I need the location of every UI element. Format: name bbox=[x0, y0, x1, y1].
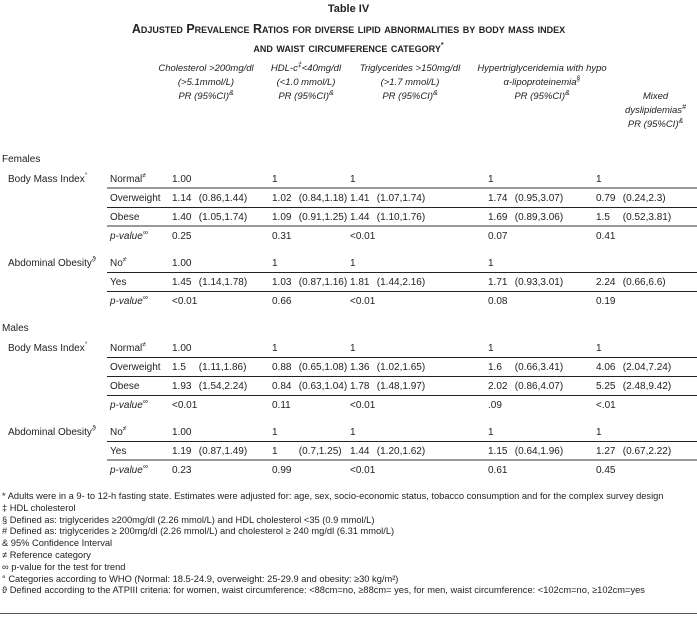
footnote-text: Reference category bbox=[9, 549, 91, 560]
table-cell bbox=[350, 339, 374, 358]
table-cell bbox=[596, 273, 666, 292]
prevalence-ratio: 1.74 bbox=[488, 193, 508, 204]
header-line bbox=[150, 90, 262, 104]
row-label-text: p-value bbox=[110, 231, 143, 242]
confidence-interval: (0.87,1.49) bbox=[198, 446, 248, 457]
table-cell bbox=[172, 396, 197, 415]
prevalence-ratio: 0.88 bbox=[272, 362, 292, 373]
row-label bbox=[110, 377, 139, 396]
prevalence-ratio: 0.08 bbox=[488, 296, 508, 307]
section-label: Females bbox=[2, 154, 41, 165]
prevalence-ratio: 1.36 bbox=[350, 362, 370, 373]
prevalence-ratio: 1.00 bbox=[172, 427, 192, 438]
row-label bbox=[110, 227, 148, 246]
prevalence-ratio: 1 bbox=[272, 258, 278, 269]
prevalence-ratio: <.01 bbox=[596, 400, 616, 411]
table-subtitle-text: and waist circumference category bbox=[253, 41, 441, 55]
table-cell bbox=[172, 339, 196, 358]
prevalence-ratio: <0.01 bbox=[350, 231, 376, 242]
table-row bbox=[0, 377, 697, 396]
table-row bbox=[0, 208, 697, 227]
footnote bbox=[2, 550, 697, 562]
header-line bbox=[472, 76, 612, 90]
table-cell bbox=[596, 377, 671, 396]
confidence-interval: (0.84,1.18) bbox=[298, 193, 348, 204]
footnote-text: Defined as: triglycerides ≥ 200mg/dl (2.26 mmol/L) and cholesterol ≥ 240 mg/dl (6.31 mmol/L) bbox=[9, 526, 395, 537]
prevalence-ratio: 0.61 bbox=[488, 465, 508, 476]
table-row bbox=[0, 254, 697, 273]
footnote-mark: ∞ bbox=[142, 294, 148, 302]
header-text: PR (95%CI) bbox=[627, 119, 679, 130]
footnote-mark: ϑ bbox=[2, 585, 8, 596]
table-row bbox=[0, 189, 697, 208]
prevalence-ratio: 0.41 bbox=[596, 231, 616, 242]
row-label-text: Overweight bbox=[110, 362, 161, 373]
header-text: Triglycerides >150mg/dl bbox=[359, 63, 461, 74]
header-text: PR (95%CI) bbox=[514, 91, 565, 102]
table-cell bbox=[350, 358, 425, 377]
confidence-interval: (0.86,4.07) bbox=[514, 381, 564, 392]
footnote-mark: ° bbox=[84, 172, 88, 180]
table-cell bbox=[488, 358, 563, 377]
header-line bbox=[350, 76, 470, 90]
prevalence-ratio: 1.69 bbox=[488, 212, 508, 223]
header-text: (>5.1mmol/L) bbox=[177, 77, 235, 88]
header-text: PR (95%CI) bbox=[178, 91, 229, 102]
footnote-mark: ‡ bbox=[297, 61, 302, 69]
prevalence-ratio: 1.19 bbox=[172, 446, 192, 457]
table-cell bbox=[596, 461, 620, 480]
confidence-interval: (0.67,2.22) bbox=[622, 446, 672, 457]
prevalence-ratio: 1.93 bbox=[172, 381, 192, 392]
header-line bbox=[350, 62, 470, 76]
header-line bbox=[472, 90, 612, 104]
prevalence-ratio: <0.01 bbox=[350, 400, 376, 411]
prevalence-ratio: 1.71 bbox=[488, 277, 508, 288]
header-text: HDL-c bbox=[270, 63, 298, 74]
row-label-text: Obese bbox=[110, 212, 140, 223]
prevalence-ratio: 1.00 bbox=[172, 258, 192, 269]
confidence-interval: (0.89,3.06) bbox=[514, 212, 564, 223]
confidence-interval: (1.48,1.97) bbox=[376, 381, 426, 392]
row-label-text: Overweight bbox=[110, 193, 161, 204]
prevalence-ratio: 0.45 bbox=[596, 465, 616, 476]
confidence-interval: (0.91,1.25) bbox=[298, 212, 348, 223]
table-cell bbox=[272, 396, 296, 415]
prevalence-ratio: 1 bbox=[272, 427, 278, 438]
bottom-rule bbox=[0, 613, 697, 614]
table-cell bbox=[172, 292, 197, 311]
row-label-text: No bbox=[110, 427, 123, 438]
footnote-text: Categories according to WHO (Normal: 18.5-24.9, overweight: 25-29.9 and obesity: ≥30 kg/m²) bbox=[8, 573, 399, 584]
table-cell bbox=[172, 377, 247, 396]
footnote-mark: ∞ bbox=[2, 561, 9, 572]
row-label bbox=[110, 273, 126, 292]
row-label bbox=[110, 461, 148, 480]
prevalence-ratio: 1.02 bbox=[272, 193, 292, 204]
prevalence-ratio: 1.14 bbox=[172, 193, 192, 204]
header-line bbox=[614, 118, 697, 132]
table-cell bbox=[272, 273, 347, 292]
header-line bbox=[264, 62, 348, 76]
prevalence-ratio: 0.07 bbox=[488, 231, 508, 242]
prevalence-ratio: 0.79 bbox=[596, 193, 616, 204]
prevalence-ratio: <0.01 bbox=[172, 400, 198, 411]
prevalence-ratio: 0.11 bbox=[272, 400, 291, 411]
table-row bbox=[0, 442, 697, 461]
table-cell bbox=[350, 423, 374, 442]
group-label bbox=[8, 339, 88, 358]
prevalence-ratio: 1 bbox=[488, 258, 494, 269]
table-cell bbox=[488, 273, 563, 292]
table-row bbox=[0, 170, 697, 189]
header-text: (>1.7 mmol/L) bbox=[380, 77, 440, 88]
prevalence-ratio: 1.41 bbox=[350, 193, 370, 204]
header-text: <40mg/dl bbox=[301, 63, 342, 74]
table-row bbox=[0, 292, 697, 311]
table-cell bbox=[172, 358, 246, 377]
header-text: PR (95%CI) bbox=[382, 91, 433, 102]
prevalence-ratio: 1.6 bbox=[488, 362, 502, 373]
table-cell bbox=[596, 423, 620, 442]
footnote-mark: ϑ bbox=[91, 256, 96, 264]
footnote bbox=[2, 503, 697, 515]
section-label: Males bbox=[2, 323, 29, 334]
footnote bbox=[2, 491, 697, 503]
row-label-text: p-value bbox=[110, 400, 143, 411]
prevalence-ratio: 1 bbox=[350, 258, 356, 269]
confidence-interval: (1.54,2.24) bbox=[198, 381, 248, 392]
prevalence-ratio: 5.25 bbox=[596, 381, 616, 392]
footnote-mark: & bbox=[433, 89, 438, 97]
table-cell bbox=[350, 292, 375, 311]
table-cell bbox=[596, 396, 620, 415]
row-label-text: Obese bbox=[110, 381, 140, 392]
confidence-interval: (0.63,1.04) bbox=[298, 381, 348, 392]
group-label bbox=[8, 423, 96, 442]
prevalence-ratio: 1.45 bbox=[172, 277, 192, 288]
row-label-text: Normal bbox=[110, 174, 143, 185]
prevalence-ratio: 2.02 bbox=[488, 381, 508, 392]
footnote-mark: & bbox=[565, 89, 570, 97]
footnote bbox=[2, 574, 697, 586]
prevalence-ratio: 0.23 bbox=[172, 465, 192, 476]
header-line bbox=[150, 62, 262, 76]
prevalence-ratio: 0.84 bbox=[272, 381, 292, 392]
prevalence-ratio: <0.01 bbox=[172, 296, 198, 307]
footnote-mark: ° bbox=[84, 341, 88, 349]
footnote bbox=[2, 526, 697, 538]
confidence-interval: (0.65,1.08) bbox=[298, 362, 348, 373]
footnote-mark: & bbox=[2, 538, 9, 549]
group-label bbox=[8, 254, 96, 273]
confidence-interval: (1.07,1.74) bbox=[376, 193, 426, 204]
prevalence-ratio: 1.81 bbox=[350, 277, 370, 288]
column-header bbox=[614, 90, 697, 132]
confidence-interval: (1.05,1.74) bbox=[198, 212, 248, 223]
row-label-text: Yes bbox=[110, 277, 127, 288]
confidence-interval: (0.52,3.81) bbox=[622, 212, 672, 223]
confidence-interval: (0.24,2.3) bbox=[622, 193, 666, 204]
footnotes bbox=[2, 491, 697, 597]
footnote-mark: # bbox=[2, 526, 8, 537]
table-row bbox=[0, 339, 697, 358]
table-cell bbox=[350, 461, 375, 480]
footnote bbox=[2, 515, 697, 527]
footnote-text: Adults were in a 9- to 12-h fasting state. Estimates were adjusted for: age, sex, socio-economic status, tobacco consumption and for the complex survey design bbox=[7, 491, 664, 501]
footnote-mark: & bbox=[329, 89, 334, 97]
row-label bbox=[110, 254, 127, 273]
prevalence-ratio: 1.15 bbox=[488, 446, 508, 457]
footnote-mark: ∞ bbox=[142, 398, 148, 406]
row-label-text: p-value bbox=[110, 465, 143, 476]
confidence-interval: (2.04,7.24) bbox=[622, 362, 672, 373]
spacer bbox=[0, 415, 697, 423]
prevalence-ratio: <0.01 bbox=[350, 296, 376, 307]
table-cell bbox=[272, 189, 347, 208]
confidence-interval: (1.02,1.65) bbox=[376, 362, 426, 373]
confidence-interval: (0.64,1.96) bbox=[514, 446, 564, 457]
header-line bbox=[264, 76, 348, 90]
table-cell bbox=[488, 339, 512, 358]
prevalence-ratio: 1 bbox=[488, 427, 494, 438]
header-text: Mixed dyslipidemias bbox=[625, 91, 683, 116]
table-cell bbox=[272, 339, 296, 358]
footnote-mark: ≠ bbox=[122, 425, 127, 433]
footnote-mark: ° bbox=[2, 573, 6, 584]
footnote bbox=[2, 562, 697, 574]
prevalence-ratio: 0.25 bbox=[172, 231, 192, 242]
confidence-interval: (0.93,3.01) bbox=[514, 277, 564, 288]
table-row bbox=[0, 227, 697, 246]
footnote-text: HDL cholesterol bbox=[9, 502, 76, 513]
prevalence-ratio: 1.5 bbox=[596, 212, 610, 223]
footnote bbox=[2, 585, 697, 597]
table-cell bbox=[488, 423, 512, 442]
table-row bbox=[0, 273, 697, 292]
table-cell bbox=[488, 461, 512, 480]
row-label bbox=[110, 339, 146, 358]
confidence-interval: (1.20,1.62) bbox=[376, 446, 426, 457]
table-cell bbox=[596, 358, 671, 377]
footnote-mark: ‡ bbox=[2, 502, 8, 513]
prevalence-ratio: 1 bbox=[596, 343, 602, 354]
table-cell bbox=[488, 254, 512, 273]
prevalence-ratio: 1 bbox=[350, 343, 356, 354]
confidence-interval: (1.11,1.86) bbox=[198, 362, 247, 373]
spacer bbox=[0, 246, 697, 254]
confidence-interval: (1.14,1.78) bbox=[198, 277, 248, 288]
prevalence-ratio: 0.19 bbox=[596, 296, 616, 307]
confidence-interval: (0.87,1.16) bbox=[298, 277, 348, 288]
table-cell bbox=[488, 189, 563, 208]
column-header bbox=[350, 62, 470, 104]
prevalence-ratio: 1.27 bbox=[596, 446, 616, 457]
prevalence-ratio: 1 bbox=[596, 174, 602, 185]
footnote-mark: ≠ bbox=[142, 172, 147, 180]
table-cell bbox=[350, 189, 425, 208]
prevalence-ratio: .09 bbox=[488, 400, 502, 411]
row-label bbox=[110, 423, 127, 442]
column-header bbox=[264, 62, 348, 104]
prevalence-ratio: 1 bbox=[488, 343, 494, 354]
footnote-mark: ∞ bbox=[142, 229, 148, 237]
prevalence-ratio: 1.5 bbox=[172, 362, 186, 373]
group-label-text: Body Mass Index bbox=[8, 343, 85, 354]
prevalence-ratio: 1 bbox=[272, 174, 278, 185]
group-label bbox=[8, 170, 88, 189]
table-cell bbox=[272, 377, 347, 396]
table-cell bbox=[596, 254, 620, 273]
table-row bbox=[0, 396, 697, 415]
footnote-mark: # bbox=[682, 103, 686, 111]
header-line bbox=[614, 90, 697, 118]
confidence-interval: (1.10,1.76) bbox=[376, 212, 426, 223]
column-header bbox=[150, 62, 262, 104]
footnote-text: p-value for the test for trend bbox=[11, 561, 126, 572]
footnote-mark: ≠ bbox=[122, 256, 127, 264]
footnote-text: 95% Confidence Interval bbox=[10, 538, 113, 549]
confidence-interval: (0.86,1.44) bbox=[198, 193, 248, 204]
footnote-mark: & bbox=[678, 117, 684, 125]
row-label-text: Normal bbox=[110, 343, 143, 354]
row-label bbox=[110, 396, 148, 415]
prevalence-ratio: 4.06 bbox=[596, 362, 616, 373]
header-text: Cholesterol >200mg/dl bbox=[158, 63, 254, 74]
confidence-interval: (1.44,2.16) bbox=[376, 277, 426, 288]
table-subtitle-line-2 bbox=[0, 41, 697, 55]
prevalence-ratio: 0.99 bbox=[272, 465, 292, 476]
confidence-interval: (0.7,1.25) bbox=[298, 446, 342, 457]
prevalence-ratio: 1.00 bbox=[172, 174, 192, 185]
confidence-interval: (2.48,9.42) bbox=[622, 381, 672, 392]
footnote-text: Defined according to the ATPIII criteria: for women, waist circumference: <88cm=no, ≥88cm= yes, for men, waist circumference: <102cm=no, ≥102cm=yes bbox=[9, 585, 645, 596]
group-label-text: Abdominal Obesity bbox=[8, 427, 92, 438]
table-body bbox=[0, 150, 697, 480]
table-cell bbox=[350, 227, 375, 246]
confidence-interval: (0.66,6.6) bbox=[622, 277, 666, 288]
table-cell bbox=[172, 227, 196, 246]
table-cell bbox=[488, 227, 512, 246]
prevalence-ratio: 1.40 bbox=[172, 212, 192, 223]
table-cell bbox=[596, 227, 620, 246]
footnote-text: Defined as: triglycerides ≥200mg/dl (2.26 mmol/L) and HDL cholesterol <35 (0.9 mmol/L) bbox=[9, 514, 375, 525]
footnote-mark: § bbox=[2, 514, 8, 525]
spacer bbox=[0, 311, 697, 319]
prevalence-ratio: 1.03 bbox=[272, 277, 292, 288]
table-cell bbox=[488, 377, 563, 396]
footnote bbox=[2, 538, 697, 550]
prevalence-ratio: 0.31 bbox=[272, 231, 292, 242]
table-cell bbox=[272, 461, 296, 480]
prevalence-ratio: 0.66 bbox=[272, 296, 292, 307]
footnote-mark: § bbox=[576, 75, 581, 83]
header-line bbox=[264, 90, 348, 104]
footnote-mark: & bbox=[229, 89, 234, 97]
prevalence-ratio: 1 bbox=[350, 427, 356, 438]
table-cell bbox=[350, 273, 425, 292]
row-label bbox=[110, 358, 161, 377]
header-line bbox=[472, 62, 612, 76]
table-cell bbox=[172, 273, 247, 292]
confidence-interval: (0.66,3.41) bbox=[514, 362, 564, 373]
table-cell bbox=[172, 254, 196, 273]
prevalence-ratio: 1.09 bbox=[272, 212, 292, 223]
prevalence-ratio: 1 bbox=[350, 174, 356, 185]
prevalence-ratio: 1 bbox=[272, 446, 278, 457]
table-cell bbox=[350, 377, 425, 396]
header-text: α-lipoproteinemia bbox=[503, 77, 577, 88]
header-text: Hypertriglyceridemia with hypo bbox=[477, 63, 607, 74]
header-line bbox=[150, 76, 262, 90]
table-cell bbox=[272, 254, 296, 273]
table-cell bbox=[596, 189, 666, 208]
row-label-text: Yes bbox=[110, 446, 127, 457]
footnote-mark: ≠ bbox=[142, 341, 147, 349]
header-text: (<1.0 mmol/L) bbox=[276, 77, 336, 88]
prevalence-ratio: 1 bbox=[596, 427, 602, 438]
table-title: Table IV bbox=[327, 3, 370, 15]
table-cell bbox=[172, 461, 196, 480]
prevalence-ratio: 1.78 bbox=[350, 381, 370, 392]
row-label-text: No bbox=[110, 258, 123, 269]
table-cell bbox=[488, 292, 512, 311]
table-cell bbox=[272, 423, 296, 442]
row-label bbox=[110, 292, 148, 311]
column-header bbox=[472, 62, 612, 104]
table-cell bbox=[272, 227, 296, 246]
prevalence-ratio: 1 bbox=[272, 343, 278, 354]
table-row bbox=[0, 461, 697, 480]
table-row bbox=[0, 358, 697, 377]
footnote-mark: ϑ bbox=[91, 425, 96, 433]
table-cell bbox=[272, 358, 347, 377]
group-label-text: Body Mass Index bbox=[8, 174, 85, 185]
header-text: PR (95%CI) bbox=[278, 91, 329, 102]
header-line bbox=[350, 90, 470, 104]
table-cell bbox=[172, 189, 247, 208]
footnote-mark: * bbox=[2, 491, 6, 501]
table-cell bbox=[596, 339, 620, 358]
table-cell bbox=[350, 396, 375, 415]
row-label bbox=[110, 189, 161, 208]
prevalence-ratio: 1.44 bbox=[350, 212, 370, 223]
footnote-mark: * bbox=[440, 41, 444, 49]
footnote-mark: ≠ bbox=[2, 549, 8, 560]
prevalence-ratio: 1.00 bbox=[172, 343, 192, 354]
confidence-interval: (0.95,3.07) bbox=[514, 193, 564, 204]
table-cell bbox=[272, 292, 296, 311]
table-cell bbox=[596, 292, 620, 311]
table-cell bbox=[488, 396, 512, 415]
table-row bbox=[0, 423, 697, 442]
table-cell bbox=[172, 423, 196, 442]
prevalence-ratio: <0.01 bbox=[350, 465, 376, 476]
row-label-text: p-value bbox=[110, 296, 143, 307]
prevalence-ratio: 1 bbox=[488, 174, 494, 185]
group-label-text: Abdominal Obesity bbox=[8, 258, 92, 269]
table-subtitle-line-1: Adjusted Prevalence Ratios for diverse lipid abnormalities by body mass index bbox=[131, 22, 566, 36]
prevalence-ratio: 1.44 bbox=[350, 446, 370, 457]
footnote-mark: ∞ bbox=[142, 463, 148, 471]
table-cell bbox=[350, 254, 374, 273]
prevalence-ratio: 2.24 bbox=[596, 277, 616, 288]
